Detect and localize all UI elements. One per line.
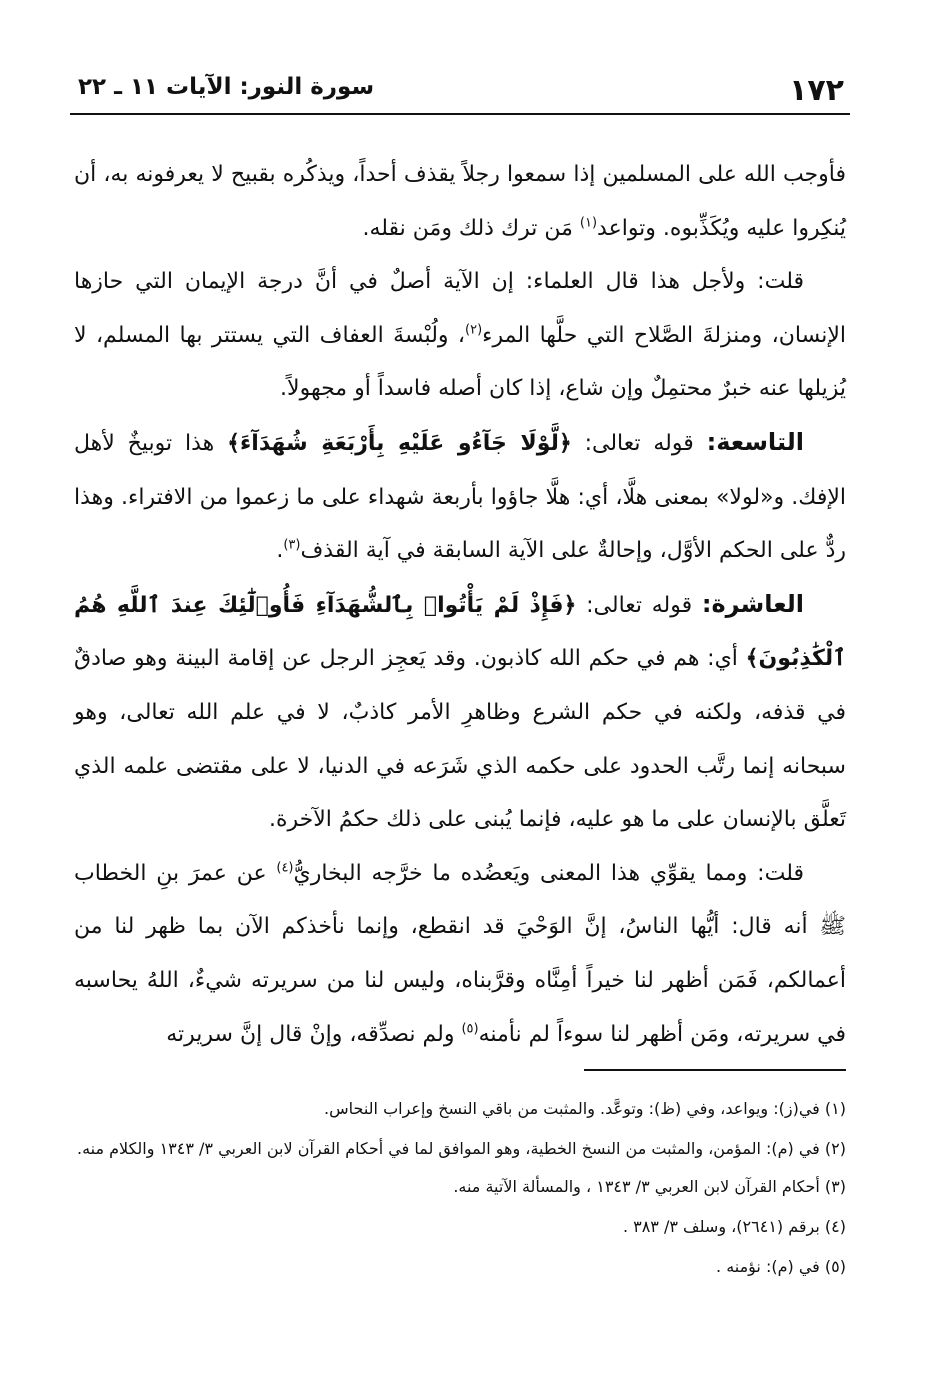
paragraph-1: [74, 148, 846, 255]
paragraph-4-text-a: قوله تعالى:: [576, 592, 702, 618]
running-title: سورة النور: الآيات ١١ ـ ٢٢: [78, 74, 375, 100]
paragraph-4: [74, 578, 846, 847]
paragraph-1-text-a: فأوجب الله على المسلمين إذا سمعوا رجلاً يقذف أحداً، ويذكُره بقبيح لا يعرفونه به، أن يُنكِروا عليه ويُكَذِّبوه. وتواعد: [74, 162, 846, 241]
footnote-ref-3: (٣): [283, 537, 301, 553]
footnote-1: (١) في(ز): ويواعد، وفي (ظ): وتوعَّد. والمثبت من باقي النسخ وإعراب النحاس.: [324, 1099, 846, 1118]
paragraph-1-text-b: مَن ترك ذلك ومَن نقله.: [362, 215, 580, 241]
footnote-4: (٤) برقم (٢٦٤١)، وسلف ٣/ ٣٨٣ .: [622, 1217, 846, 1236]
footnote-2: (٢) في (م): المؤمن، والمثبت من النسخ الخطية، وهو الموافق لما في أحكام القرآن لابن العربي ٣/ ١٣٤٣ والكلام منه.: [76, 1139, 846, 1158]
paragraph-5-text-c: ولم نصدِّقه، وإنْ قال إنَّ سريرته: [166, 1021, 462, 1047]
paragraph-5-text-a: قلت: ومما يقوِّي هذا المعنى ويَعضُده ما خرَّجه البخاريُّ: [293, 860, 804, 886]
paragraph-3-text-a: قوله تعالى:: [571, 430, 707, 456]
paragraph-3: [74, 416, 846, 578]
page-header: [70, 64, 850, 110]
paragraph-2: [74, 255, 846, 416]
header-rule: [70, 113, 850, 115]
footnote-separator: [584, 1069, 846, 1071]
paragraph-4-text-b: أي: هم في حكم الله كاذبون. وقد يَعجِز الرجل عن إقامة البينة وهو صادقٌ في قذفه، ولكنه في حكم الشرع وظاهرِ الأمر كاذبٌ، لا في علم الله تعالى، وهو سبحانه إنما رتَّب الحدود على حكمه الذي شَرَعه في الدنيا، لا على مقتضى علمه الذي تَعلَّق بالإنسان على ما هو عليه، فإنما يُبنى على ذلك حكمُ الآخرة.: [74, 646, 846, 833]
paragraph-5-text-b: عن عمرَ بنِ الخطاب ﷺ أنه قال: أيُّها الناسُ، إنَّ الوَحْيَ قد انقطع، وإنما نأخذكم الآن بما ظهر لنا من أعمالكم، فَمَن أظهر لنا خيراً أمِنَّاه وقرَّبناه، وليس لنا من سريرته شيءٌ، اللهُ يحاسبه في سريرته، ومَن أظهر لنا سوءاً لم نأمنه: [74, 860, 846, 1047]
quran-verse-ninth: ﴿لَّوْلَا جَآءُو عَلَيْهِ بِأَرْبَعَةِ شُهَدَآءَ﴾: [227, 430, 572, 456]
issue-heading-ninth: التاسعة:: [706, 427, 804, 456]
footnote-ref-2: (٢): [465, 322, 483, 338]
paragraph-2-text-b: ، ولُبْسةَ العفاف التي يستتر بها المسلم، لا يُزيلها عنه خبرٌ محتمِلٌ وإن شاع، إذا كان أصله فاسداً أو مجهولاً.: [74, 322, 846, 402]
main-text: [74, 148, 846, 1061]
footnote-ref-1: (١): [579, 215, 598, 231]
paragraph-5: [74, 847, 846, 1061]
footnote-3: (٣) أحكام القرآن لابن العربي ٣/ ١٣٤٣ ، والمسألة الآتية منه.: [453, 1177, 846, 1196]
paragraph-3-text-c: .: [276, 538, 284, 564]
paragraph-3-text-b: هذا توبيخٌ لأهل الإفك. و«لولا» بمعنى هلَّا، أي: هلَّا جاؤوا بأربعة شهداء على ما زعموا من الافتراء. وهذا ردٌّ على الحكم الأوَّل، وإحالةٌ على الآية السابقة في آية القذف: [74, 430, 846, 564]
footnote-ref-5: (٥): [461, 1021, 479, 1037]
issue-heading-tenth: العاشرة:: [701, 589, 804, 618]
quran-verse-tenth: ﴿فَإِذْ لَمْ يَأْتُوا۟ بِٱلشُّهَدَآءِ فَأُو۟لَٰٓئِكَ عِندَ ٱللَّهِ هُمُ ٱلْكَٰذِبُونَ﴾: [74, 592, 846, 672]
footnote-5: (٥) في (م): نؤمنه .: [716, 1257, 846, 1276]
footnote-ref-4: (٤): [276, 860, 294, 876]
footnotes: [74, 1093, 846, 1291]
paragraph-2-text-a: قلت: ولأجل هذا قال العلماء: إن الآية أصلٌ في أنَّ درجة الإيمان التي حازها الإنسان، ومنزلةَ الصَّلاح التي حلَّها المرء: [74, 269, 846, 348]
page-number: ١٧٢: [789, 73, 844, 108]
